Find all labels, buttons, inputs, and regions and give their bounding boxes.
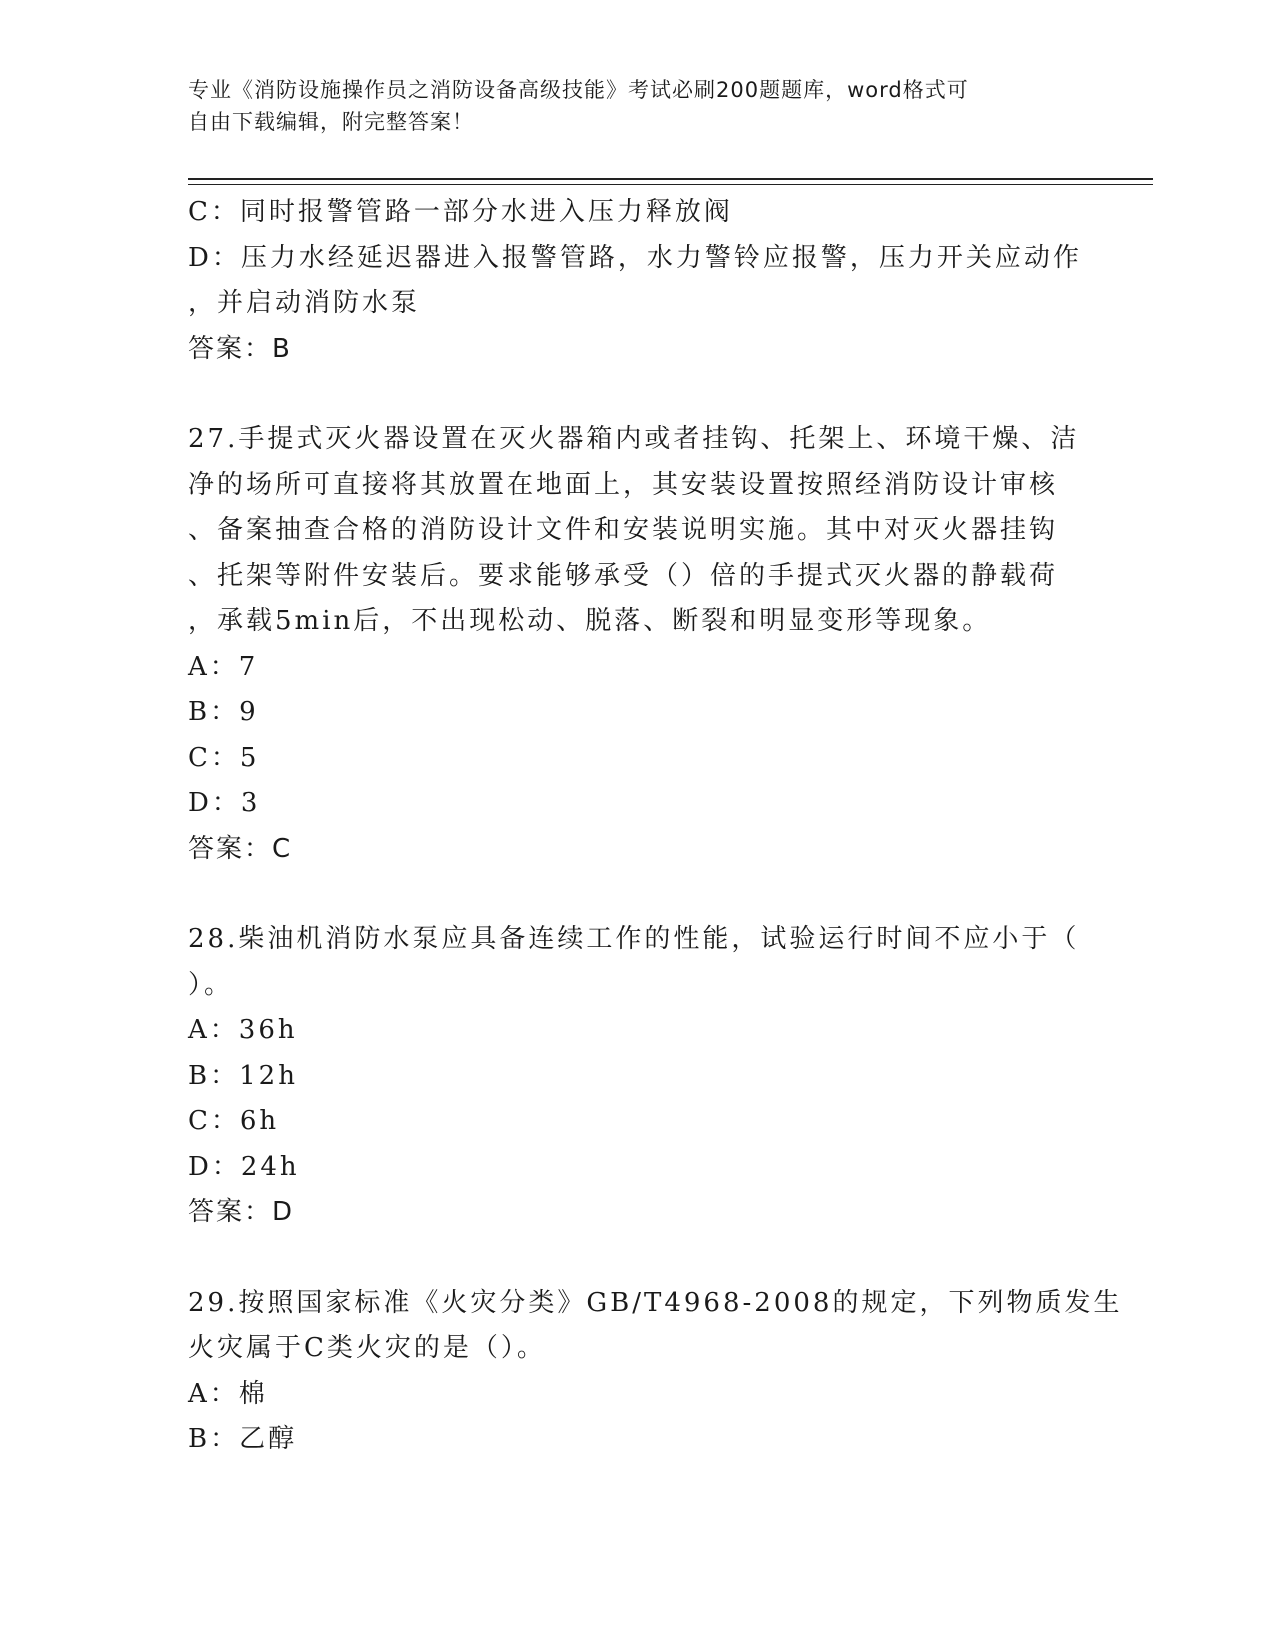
question-28-answer: 答案：D: [188, 1197, 295, 1227]
header-rule-thin: [188, 184, 1153, 185]
option-d-continued: ，并启动消防水泵: [188, 288, 421, 318]
question-27-option-a: A：7: [188, 651, 259, 682]
question-content: [188, 190, 1123, 1463]
question-28-option-b: B：12h: [188, 1060, 298, 1091]
question-27-text: 净的场所可直接将其放置在地面上，其安装设置按照经消防设计审核: [188, 469, 1059, 500]
question-28-option-d: D：24h: [188, 1151, 300, 1182]
question-29-option-b: B：乙醇: [188, 1424, 298, 1454]
question-27-option-b: B：9: [188, 697, 259, 727]
question-27-text: ，承载5min后，不出现松动、脱落、断裂和明显变形等现象。: [188, 606, 992, 636]
question-27-answer: 答案：C: [188, 833, 293, 864]
spacer: [188, 372, 1088, 417]
document-header: [188, 74, 1068, 138]
option-c: C：同时报警管路一部分水进入压力释放阀: [188, 197, 733, 227]
question-27-option-d: D：3: [188, 788, 261, 818]
question-28-text: ）。: [188, 969, 234, 1000]
spacer: [188, 1236, 1088, 1281]
question-27-text: 、备案抽查合格的消防设计文件和安装说明实施。其中对灭火器挂钩: [188, 515, 1059, 545]
header-rule-thick: [188, 178, 1153, 180]
question-29-text: 29.按照国家标准《火灾分类》GB/T4968-2008的规定，下列物质发生: [188, 1287, 1123, 1318]
question-28-option-a: A：36h: [188, 1015, 298, 1045]
question-28-option-c: C：6h: [188, 1106, 280, 1136]
question-27-option-c: C：5: [188, 742, 260, 773]
spacer: [188, 872, 1088, 917]
header-line-1: 专业《消防设施操作员之消防设备高级技能》考试必刷200题题库，word格式可: [188, 78, 969, 102]
option-d: D：压力水经延迟器进入报警管路，水力警铃应报警，压力开关应动作: [188, 242, 1082, 273]
question-27-text: 27.手提式灭火器设置在灭火器箱内或者挂钩、托架上、环境干燥、洁: [188, 424, 1080, 454]
question-28-text: 28.柴油机消防水泵应具备连续工作的性能，试验运行时间不应小于（: [188, 924, 1080, 954]
question-29-option-a: A：棉: [188, 1378, 268, 1409]
header-line-2: 自由下载编辑，附完整答案！: [188, 110, 474, 134]
question-27-text: 、托架等附件安装后。要求能够承受（）倍的手提式灭火器的静载荷: [188, 560, 1059, 591]
question-29-text: 火灾属于C类火灾的是（）。: [188, 1333, 546, 1363]
answer-line: 答案：B: [188, 333, 292, 364]
